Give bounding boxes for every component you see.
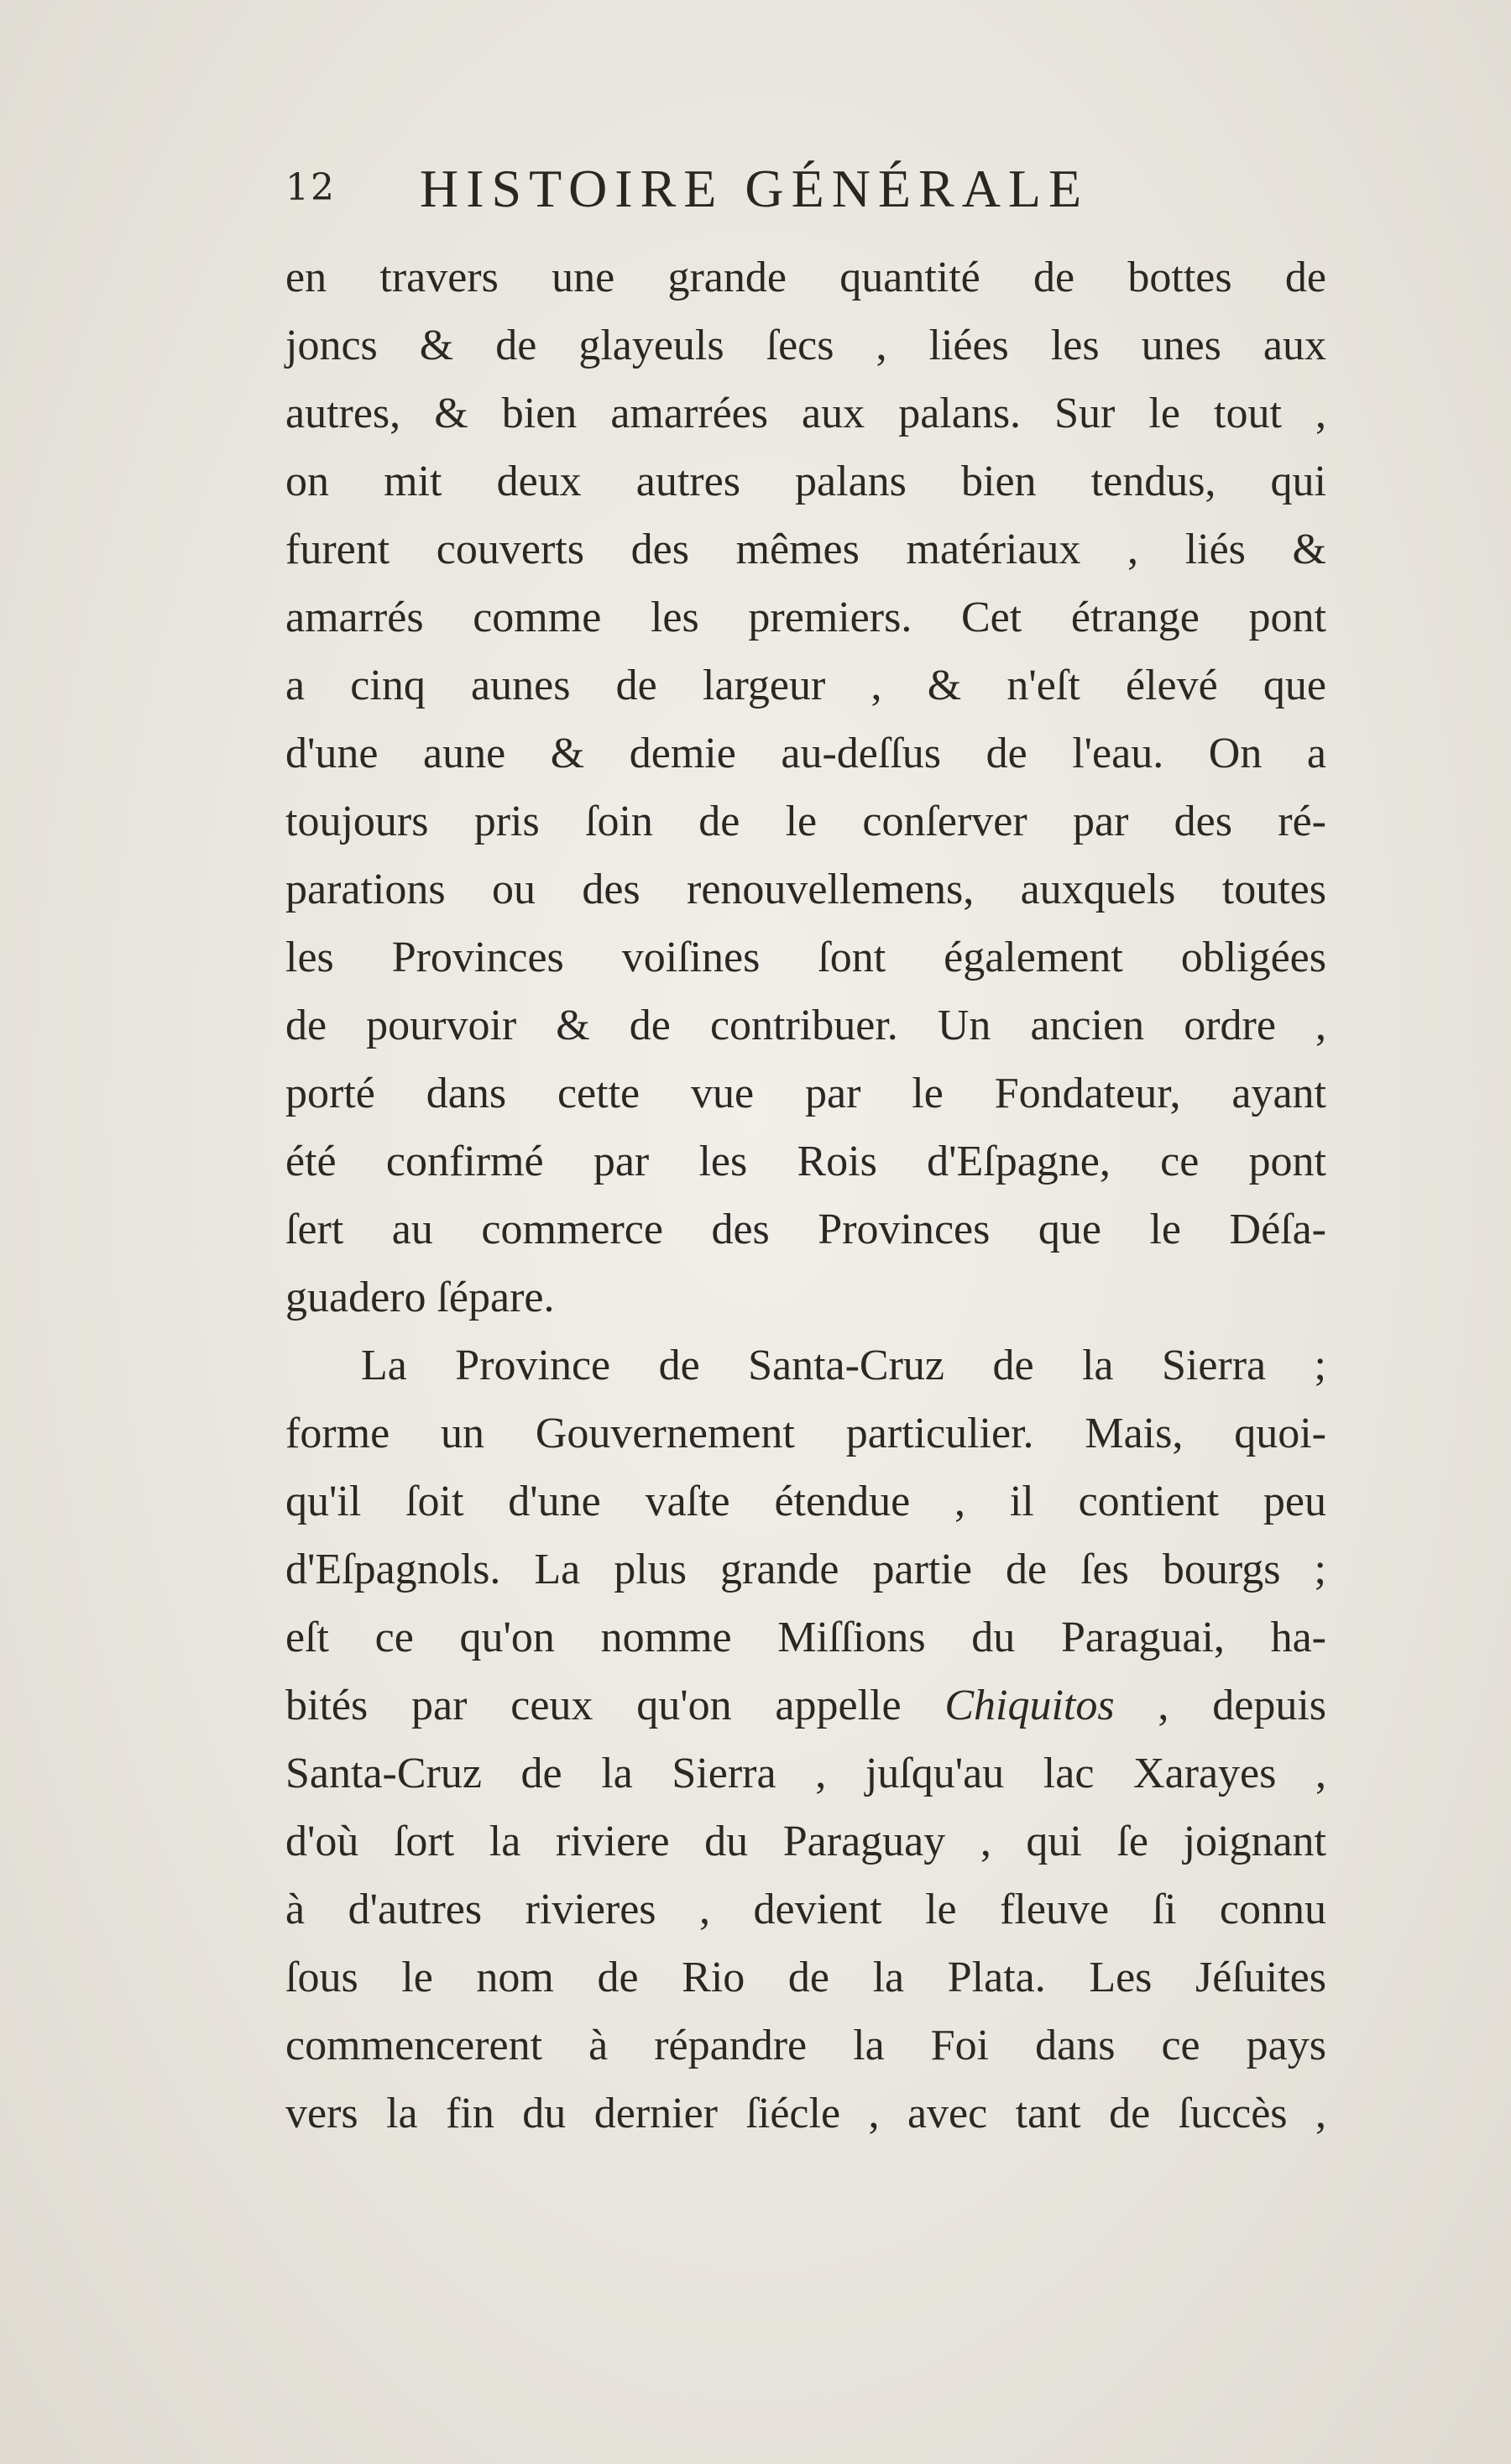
text-line: à d'autres rivieres , devient le fleuve ſi connu <box>285 1886 1326 1933</box>
text-line: les Provinces voiſines ſont également obligées <box>285 934 1326 981</box>
text-line: Santa-Cruz de la Sierra , juſqu'au lac Xarayes , <box>285 1750 1326 1797</box>
text-line: commencerent à répandre la Foi dans ce pays <box>285 2022 1326 2069</box>
text-line: amarrés comme les premiers. Cet étrange pont <box>285 594 1326 641</box>
page-number: 12 <box>285 166 336 209</box>
text-line: porté dans cette vue par le Fondateur, ayant <box>285 1070 1326 1117</box>
text-line: d'une aune & demie au-deſſus de l'eau. On a <box>285 730 1326 777</box>
italic-term: Chiquitos <box>944 1682 1115 1729</box>
text-line: qu'il ſoit d'une vaſte étendue , il contient peu <box>285 1478 1326 1525</box>
running-title: HISTOIRE GÉNÉRALE <box>420 159 1090 218</box>
body-text <box>285 243 1326 2147</box>
text-line: a cinq aunes de largeur , & n'eſt élevé que <box>285 662 1326 709</box>
page-header <box>285 158 1209 225</box>
text-line: toujours pris ſoin de le conſerver par des ré- <box>285 798 1326 845</box>
text-line: parations ou des renouvellemens, auxquels toutes <box>285 866 1326 913</box>
text-line: autres, & bien amarrées aux palans. Sur le tout , <box>285 390 1326 437</box>
text-line: bités par ceux qu'on appelle Chiquitos , depuis <box>285 1682 1326 1729</box>
text-line: de pourvoir & de contribuer. Un ancien ordre , <box>285 1002 1326 1049</box>
text-line: eſt ce qu'on nomme Miſſions du Paraguai, ha- <box>285 1614 1326 1661</box>
text-line: furent couverts des mêmes matériaux , liés & <box>285 526 1326 573</box>
text-line: forme un Gouvernement particulier. Mais, quoi- <box>285 1410 1326 1457</box>
text-line: été confirmé par les Rois d'Eſpagne, ce pont <box>285 1138 1326 1185</box>
text-line: on mit deux autres palans bien tendus, qui <box>285 458 1326 505</box>
text-line: La Province de Santa-Cruz de la Sierra ; <box>361 1342 1326 1389</box>
text-line: vers la fin du dernier ſiécle , avec tant de ſuccès , <box>285 2090 1326 2137</box>
text-line: en travers une grande quantité de bottes de <box>285 254 1326 301</box>
paragraph-1 <box>285 243 1326 1331</box>
text-line: ſous le nom de Rio de la Plata. Les Jéſuites <box>285 1954 1326 2001</box>
text-line: d'Eſpagnols. La plus grande partie de ſes bourgs ; <box>285 1546 1326 1593</box>
text-line: guadero ſépare. <box>285 1274 555 1321</box>
text-line: d'où ſort la riviere du Paraguay , qui ſe joignant <box>285 1818 1326 1865</box>
text-line: joncs & de glayeuls ſecs , liées les unes aux <box>285 322 1326 369</box>
text-line: ſert au commerce des Provinces que le Déſa- <box>285 1206 1326 1253</box>
paragraph-2 <box>285 1331 1326 2147</box>
